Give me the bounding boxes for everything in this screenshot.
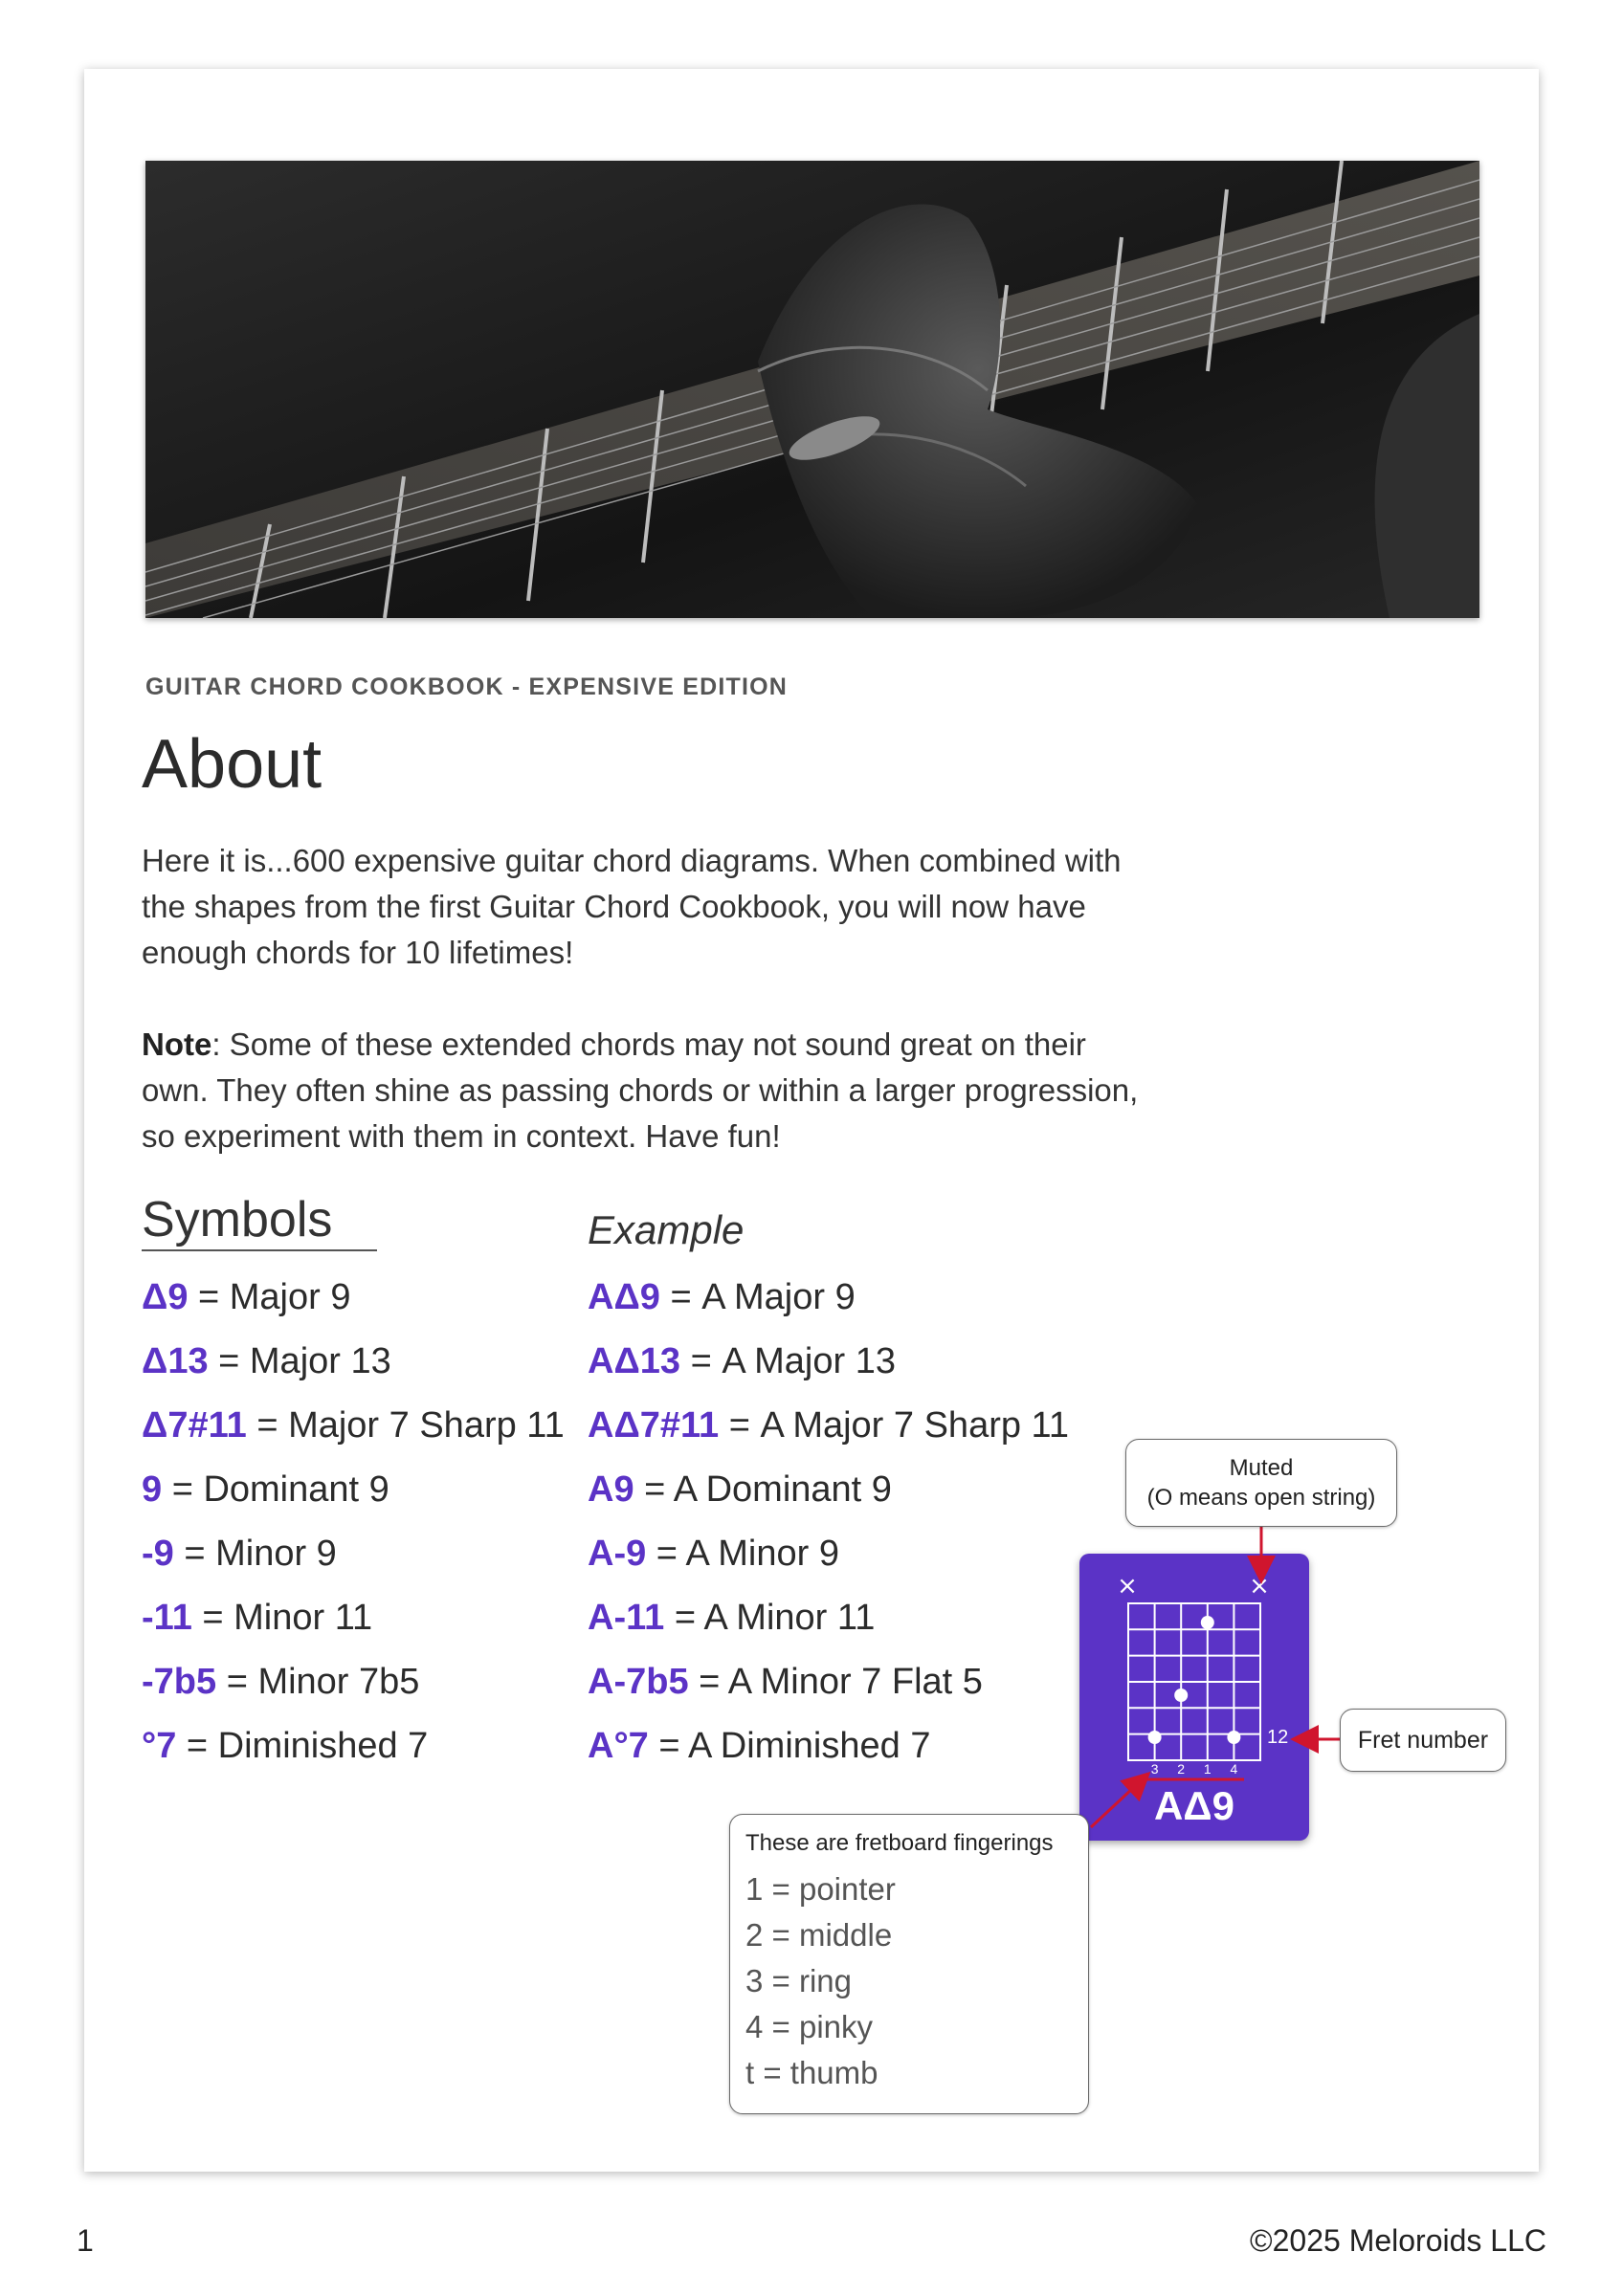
symbols-heading: Symbols	[142, 1190, 377, 1251]
fingering-legend-item: 4 = pinky	[745, 2009, 873, 2044]
example-meaning: = A Major 13	[680, 1341, 896, 1381]
hero-image-guitar-fretboard	[145, 161, 1479, 618]
example-chord: A-7b5	[588, 1662, 689, 1702]
symbol: 9	[142, 1469, 163, 1510]
symbol-meaning: = Dominant 9	[162, 1469, 389, 1510]
chord-name: AΔ9	[1154, 1783, 1234, 1828]
fingering-legend-item: 1 = pointer	[745, 1871, 896, 1907]
symbol-row	[142, 1270, 565, 1335]
finger-dot	[1227, 1731, 1240, 1744]
symbol-meaning: = Diminished 7	[176, 1726, 429, 1766]
example-chord: AΔ7#11	[588, 1405, 720, 1446]
symbol-row	[142, 1463, 565, 1527]
fingering-label: 2	[1177, 1761, 1186, 1777]
symbol: Δ9	[142, 1277, 189, 1317]
symbol-row	[142, 1591, 565, 1655]
note-paragraph	[142, 1022, 1156, 1159]
example-heading: Example	[588, 1207, 745, 1252]
chord-diagram-card	[1079, 1554, 1309, 1841]
symbol-meaning: = Minor 11	[191, 1598, 373, 1638]
fingering-legend-item: t = thumb	[745, 2055, 878, 2090]
finger-dot	[1148, 1731, 1162, 1744]
symbol-meaning: = Major 13	[208, 1341, 391, 1381]
note-label: Note	[142, 1027, 212, 1062]
symbol: Δ7#11	[142, 1405, 247, 1446]
symbol-row	[142, 1399, 565, 1463]
note-text: : Some of these extended chords may not sound great on their own. They often shine as passing chords or within a larger progression, so experiment with them in context. Have fun!	[142, 1027, 1139, 1154]
example-chord: A9	[588, 1469, 634, 1510]
examples-list	[588, 1270, 1069, 1783]
finger-dot	[1174, 1689, 1188, 1702]
fingerings-callout-title: These are fretboard fingerings	[745, 1830, 1054, 1856]
symbols-list	[142, 1270, 565, 1783]
symbol-row	[142, 1655, 565, 1719]
muted-callout-line1: Muted	[1229, 1455, 1294, 1481]
symbol-meaning: = Major 9	[188, 1277, 351, 1317]
example-meaning: = A Major 9	[659, 1277, 856, 1317]
symbol: Δ13	[142, 1341, 209, 1381]
example-row	[588, 1335, 1069, 1399]
muted-callout-line2: (O means open string)	[1146, 1485, 1376, 1511]
symbol-row	[142, 1335, 565, 1399]
intro-paragraph: Here it is...600 expensive guitar chord diagrams. When combined with the shapes from the first Guitar Chord Cookbook, you will now have enough chords for 10 lifetimes!	[142, 843, 1122, 970]
example-row	[588, 1655, 1069, 1719]
page-title: About	[142, 726, 322, 803]
example-chord: A-11	[588, 1598, 665, 1638]
symbol-meaning: = Major 7 Sharp 11	[246, 1405, 565, 1446]
fret-number-callout: Fret number	[1340, 1709, 1506, 1772]
symbol-meaning: = Minor 7b5	[216, 1662, 420, 1702]
fingering-label: 3	[1150, 1761, 1159, 1777]
example-row	[588, 1463, 1069, 1527]
example-row	[588, 1591, 1069, 1655]
symbol: -9	[142, 1534, 174, 1574]
example-meaning: = A Minor 11	[664, 1598, 876, 1638]
symbol-row	[142, 1527, 565, 1591]
muted-callout	[1125, 1439, 1397, 1527]
symbol: °7	[142, 1726, 177, 1766]
fingering-label: 1	[1203, 1761, 1212, 1777]
fingering-legend-item: 2 = middle	[745, 1917, 893, 1953]
symbol: -7b5	[142, 1662, 217, 1702]
example-row	[588, 1527, 1069, 1591]
symbol: -11	[142, 1598, 192, 1638]
example-chord: A°7	[588, 1726, 649, 1766]
example-meaning: = A Dominant 9	[634, 1469, 892, 1510]
example-row	[588, 1270, 1069, 1335]
copyright: ©2025 Meloroids LLC	[1250, 2223, 1546, 2258]
example-chord: AΔ9	[588, 1277, 660, 1317]
symbol-meaning: = Minor 9	[173, 1534, 337, 1574]
example-chord: A-9	[588, 1534, 647, 1574]
example-meaning: = A Minor 7 Flat 5	[688, 1662, 983, 1702]
example-row	[588, 1719, 1069, 1783]
example-row	[588, 1399, 1069, 1463]
fingering-legend-item: 3 = ring	[745, 1963, 852, 1998]
muted-mark-left: ×	[1117, 1572, 1138, 1601]
example-chord: AΔ13	[588, 1341, 681, 1381]
finger-dot	[1201, 1616, 1214, 1629]
fingering-label: 4	[1230, 1761, 1238, 1777]
muted-mark-right: ×	[1249, 1572, 1270, 1601]
example-meaning: = A Diminished 7	[648, 1726, 931, 1766]
example-meaning: = A Major 7 Sharp 11	[719, 1405, 1069, 1446]
fret-number-label: 12	[1267, 1727, 1289, 1748]
page-number: 1	[77, 2223, 94, 2258]
fingerings-callout	[729, 1814, 1089, 2114]
example-meaning: = A Minor 9	[646, 1534, 839, 1574]
book-eyebrow: GUITAR CHORD COOKBOOK - EXPENSIVE EDITION	[145, 673, 789, 700]
symbol-row	[142, 1719, 565, 1783]
